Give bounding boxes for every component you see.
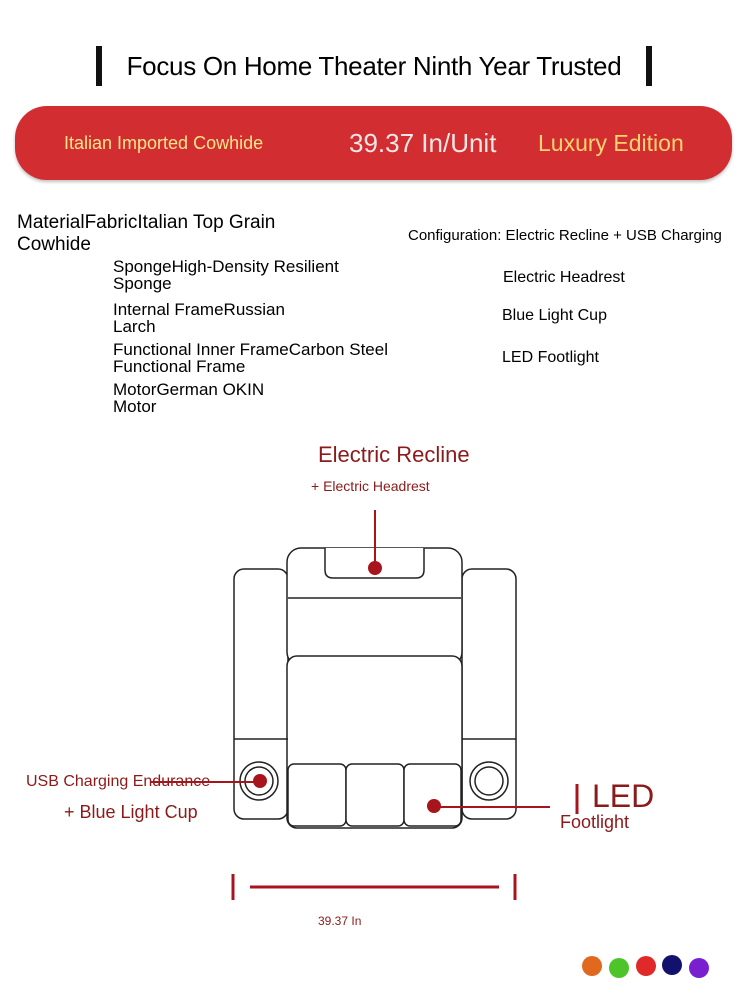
footrest-middle: [346, 764, 404, 826]
headline: Focus On Home Theater Ninth Year Trusted: [96, 46, 652, 86]
footrest-left: [288, 764, 346, 826]
footrest-right: [404, 764, 461, 826]
banner-material: Italian Imported Cowhide: [64, 133, 264, 153]
feature-electric-headrest: Electric Headrest: [503, 269, 625, 286]
callout-blue-light-cup: + Blue Light Cup: [64, 802, 198, 822]
spec-motor: MotorGerman OKIN Motor: [113, 380, 265, 416]
callout-electric-recline: Electric Recline: [318, 442, 470, 467]
color-swatch-1[interactable]: [582, 956, 602, 976]
feature-blue-light-cup: Blue Light Cup: [502, 307, 607, 324]
callout-electric-headrest: + Electric Headrest: [311, 478, 430, 494]
color-swatch-4[interactable]: [662, 955, 682, 975]
callout-led: LED: [592, 778, 655, 814]
configuration-text: Configuration: Electric Recline + USB Charging: [408, 227, 722, 244]
width-dimension-label: 39.37 In: [318, 914, 362, 928]
banner-edition: Luxury Edition: [538, 130, 684, 156]
color-swatch-2[interactable]: [609, 958, 629, 978]
usb-marker: [253, 774, 267, 788]
color-swatch-5[interactable]: [689, 958, 709, 978]
color-swatch-3[interactable]: [636, 956, 656, 976]
banner-size: 39.37 In/Unit: [349, 128, 497, 158]
callout-footlight: Footlight: [560, 812, 630, 832]
spec-inner-frame: Functional Inner FrameCarbon Steel Functional Frame: [113, 340, 388, 376]
spec-sponge: SpongeHigh-Density Resilient Sponge: [113, 257, 339, 293]
feature-led-footlight: LED Footlight: [502, 349, 599, 366]
headrest-marker: [368, 561, 382, 575]
spec-material: MaterialFabricItalian Top Grain Cowhide: [17, 212, 276, 255]
footlight-marker: [427, 799, 441, 813]
callout-usb-charging: USB Charging Endurance: [26, 773, 211, 790]
spec-internal-frame: Internal FrameRussian Larch: [113, 300, 285, 336]
